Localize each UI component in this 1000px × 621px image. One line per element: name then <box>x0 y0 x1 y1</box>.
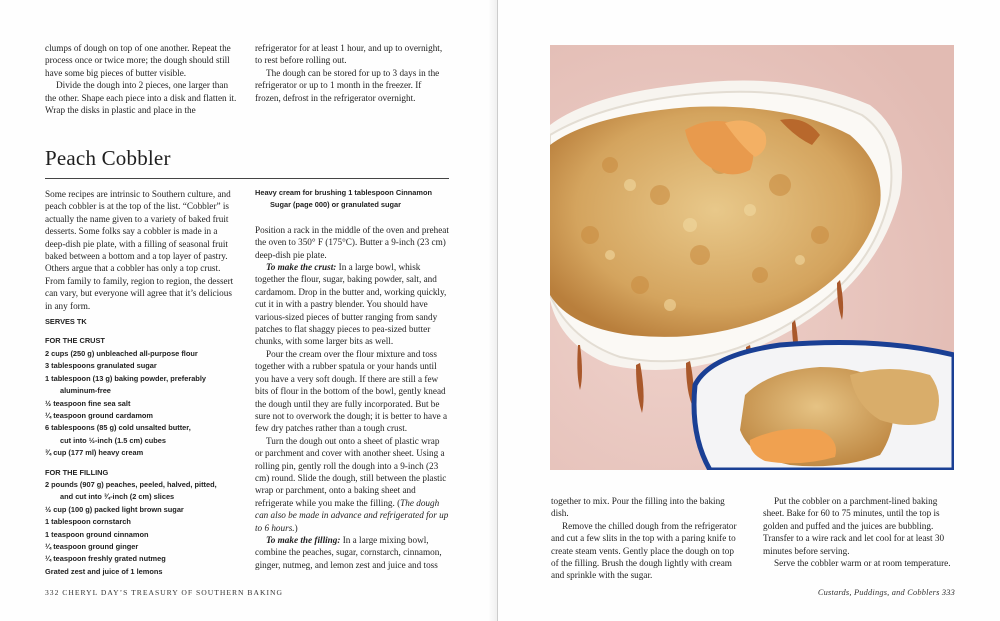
left-page <box>0 0 498 621</box>
page-footer: Custards, Puddings, and Cobblers 333 <box>817 588 955 597</box>
method-paragraph: Serve the cobbler warm or at room temperature. <box>774 558 951 569</box>
serves-label: SERVES TK <box>45 317 87 327</box>
ingredient-item: 1 tablespoon (13 g) baking powder, preferably <box>45 373 206 383</box>
ingredient-list-crust <box>45 335 238 459</box>
method-column-4 <box>763 495 955 569</box>
ingredient-item: ¼ teaspoon freshly grated nutmeg <box>45 554 166 564</box>
step-text: Turn the dough out onto a sheet of plastic wrap or parchment and cover with another sheet. Using a rolling pin, gently roll the dough into a 9-inch (23 cm) round. Slide the dough, still between the plastic wrap or parchment, onto a baking sheet and refrigerate while you make the filling. ( <box>255 435 447 508</box>
filling-heading: FOR THE FILLING <box>45 467 109 477</box>
ingredient-item: Sugar (page 000) or granulated sugar <box>270 200 402 210</box>
paragraph: clumps of dough on top of one another. Repeat the process once or twice more; the dough should still have some big pieces of butter visible. <box>45 43 231 78</box>
step-note: The dough can also be made in advance and refrigerated for up to 6 hours. <box>255 497 449 533</box>
ingredient-item: ¼ teaspoon ground cardamom <box>45 410 154 420</box>
method-paragraph <box>255 534 449 571</box>
ingredient-item: Heavy cream for brushing 1 tablespoon Cinnamon <box>255 188 433 197</box>
ingredient-item: ¼ teaspoon ground ginger <box>45 541 139 551</box>
ingredient-list-filling <box>45 467 238 579</box>
continued-column-1 <box>45 42 238 116</box>
cobbler-illustration <box>550 45 954 470</box>
method-paragraph: Pour the cream over the flour mixture and toss together with a rubber spatula or your hands until you have a very soft dough. If there are still a few bits of flour in the bottom of the bowl, gently knead the dough until they are fully incorporated. But be sure not to overwork the dough; it is better to have a few dry patches rather than a tough crust. <box>255 348 448 434</box>
crust-heading: FOR THE CRUST <box>45 336 105 346</box>
step-lead: To make the crust: <box>266 262 337 273</box>
ingredient-item: 1 tablespoon cornstarch <box>45 517 131 527</box>
ingredient-item: and cut into ¾-inch (2 cm) slices <box>60 492 175 502</box>
ingredient-item: 2 cups (250 g) unbleached all-purpose flour <box>45 348 198 358</box>
cobbler-photo <box>550 45 954 470</box>
recipe-left-column <box>45 188 238 578</box>
step-text: ) <box>294 522 298 533</box>
ingredient-item: ½ teaspoon fine sea salt <box>45 398 131 408</box>
ingredient-item: Grated zest and juice of 1 lemons <box>45 566 163 576</box>
ingredient-item: aluminum-free <box>60 386 111 396</box>
step-text: In a large mixing bowl, combine the peaches, sugar, cornstarch, cinnamon, ginger, nutmeg, and lemon zest and juice and toss <box>255 534 442 570</box>
method-paragraph: together to mix. Pour the filling into the baking dish. <box>551 496 725 519</box>
method-column-3 <box>551 495 743 582</box>
method-paragraph: Remove the chilled dough from the refrigerator and cut a few slits in the top with a paring knife to create steam vents. Gently place the dough on top of the filling. Brush the dough lightly with cream and sprinkle with the sugar. <box>551 520 737 581</box>
method-paragraph: Position a rack in the middle of the oven and preheat the oven to 350° F (175°C). Butter a 9-inch (23 cm) deep-dish pie plate. <box>255 224 449 260</box>
paragraph: refrigerator for at least 1 hour, and up to overnight, to rest before rolling out. <box>255 43 443 66</box>
ingredient-item: ½ cup (100 g) packed light brown sugar <box>45 504 184 514</box>
ingredient-item: cut into ½-inch (1.5 cm) cubes <box>60 435 166 445</box>
title-rule <box>45 178 449 179</box>
ingredient-item: ¾ cup (177 ml) heavy cream <box>45 448 144 458</box>
method-paragraph <box>255 435 449 534</box>
ingredient-item: 3 tablespoons granulated sugar <box>45 361 157 371</box>
step-lead: To make the filling: <box>266 534 341 545</box>
step-text: In a large bowl, whisk together the flour, sugar, baking powder, salt, and cardamom. Drop in the butter and, working quickly, cut it in with a pastry blender. You should have various-sized pieces of butter ranging from sandy patches to flat shaggy pieces to pea-sized butter chunks, with some larger bits as well. <box>255 262 447 347</box>
page-footer: 332 CHERYL DAY’S TREASURY OF SOUTHERN BAKING <box>45 588 283 597</box>
method-paragraph: Put the cobbler on a parchment-lined baking sheet. Bake for 60 to 75 minutes, until the top is golden and puffed and the juices are bubbling. Transfer to a wire rack and let cool for at least 30 minutes before serving. <box>763 496 945 556</box>
continued-column-2 <box>255 42 449 104</box>
method-paragraph <box>255 261 449 348</box>
recipe-right-column <box>255 187 449 571</box>
ingredient-item: 2 pounds (907 g) peaches, peeled, halved, pitted, <box>45 479 217 489</box>
paragraph: Divide the dough into 2 pieces, one larger than the other. Shape each piece into a disk and flatten it. Wrap the disks in plastic and place in the <box>45 80 237 116</box>
ingredient-list-topping <box>255 187 449 212</box>
paragraph: The dough can be stored for up to 3 days in the refrigerator or up to 1 month in the freezer. If frozen, defrost in the refrigerator overnight. <box>255 67 440 103</box>
ingredient-item: 6 tablespoons (85 g) cold unsalted butter, <box>45 423 191 433</box>
ingredient-item: 1 teaspoon ground cinnamon <box>45 529 149 539</box>
right-page <box>498 0 1000 621</box>
recipe-title: Peach Cobbler <box>45 146 171 170</box>
intro-paragraph: Some recipes are intrinsic to Southern culture, and peach cobbler is at the top of the list. “Cobbler” is actually the name given to a variety of baked fruit desserts. Some folks say a cobbler is made in a deep-dish pie plate, with a filling of seasonal fruit baked between a bottom and a top layer of pastry. Others argue that a cobbler has only a top crust. From family to family, region to region, the dessert can vary, but everyone will agree that it’s delicious in any form. <box>45 189 234 311</box>
